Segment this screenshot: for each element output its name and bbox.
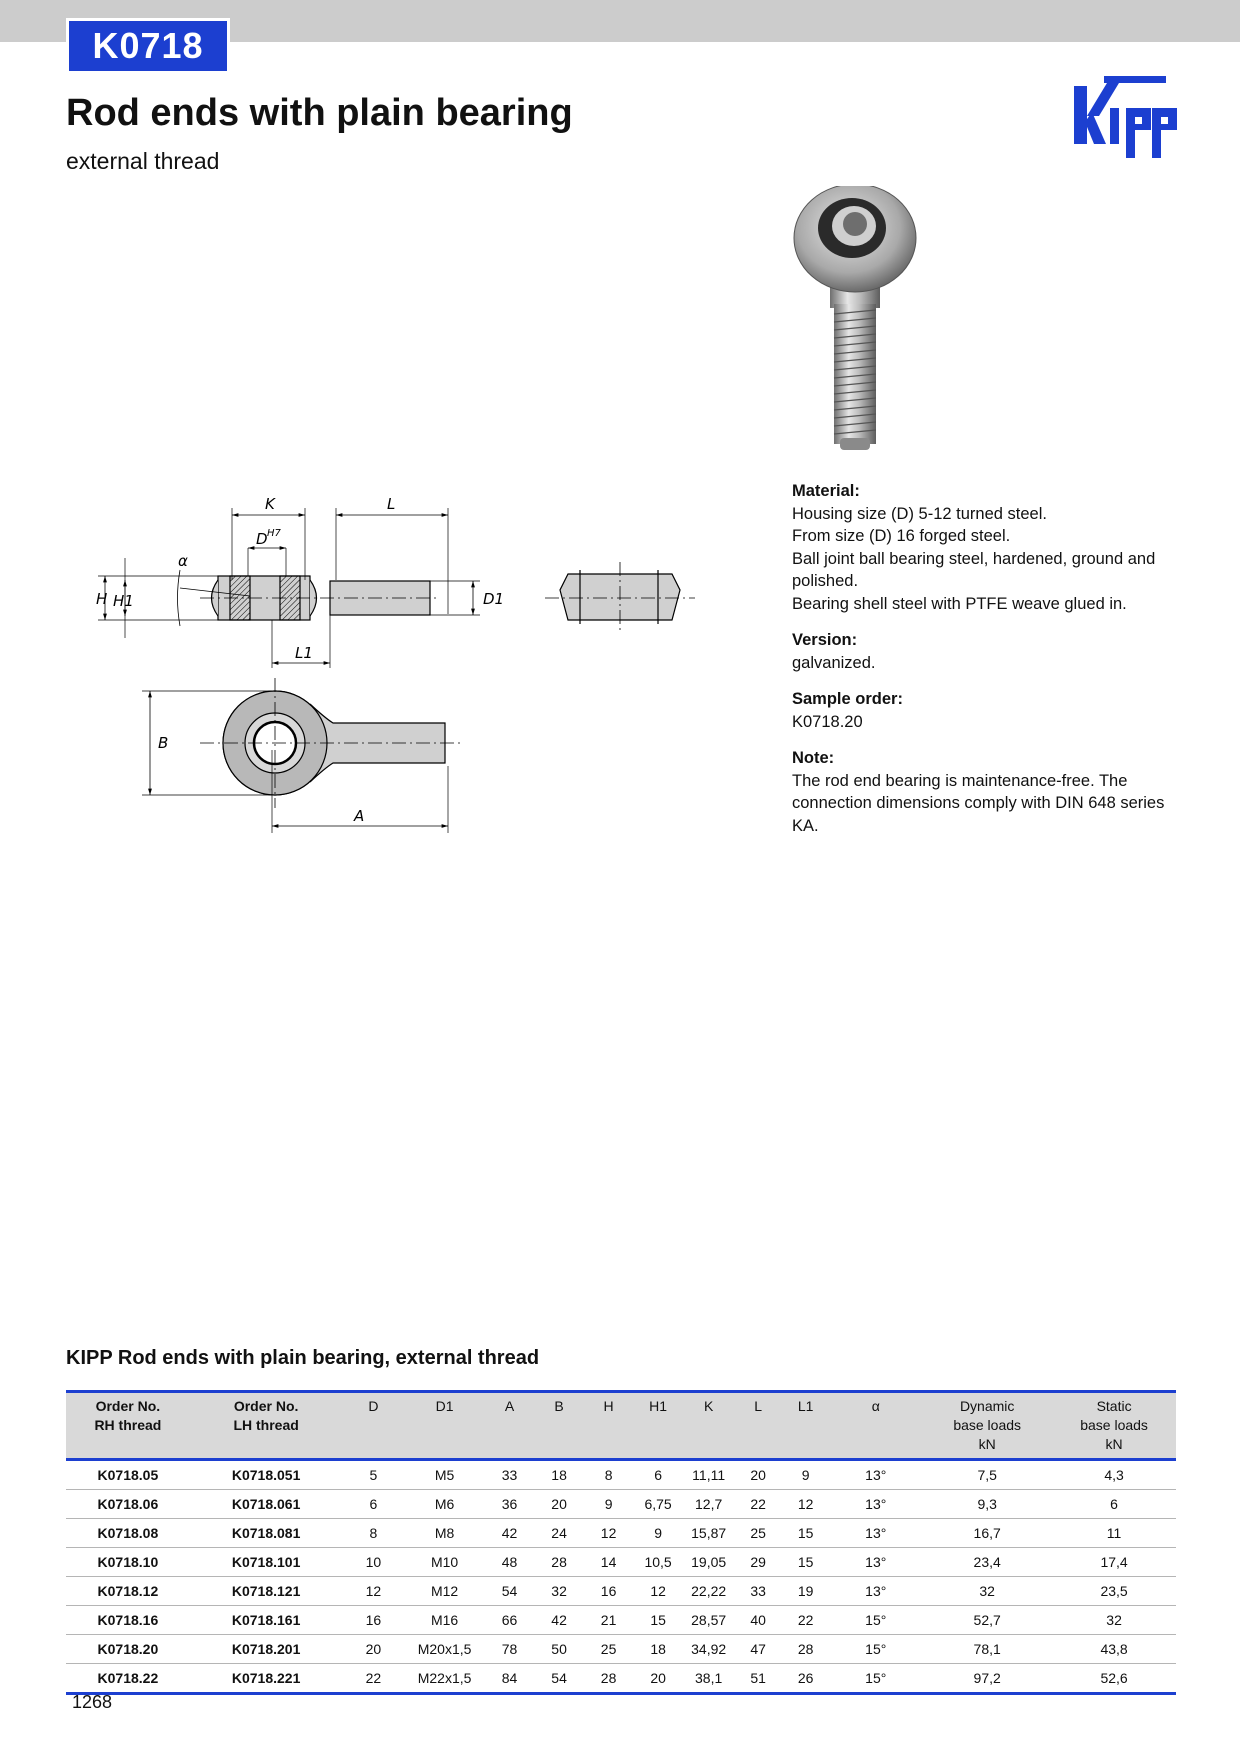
- table-cell: M16: [404, 1606, 484, 1635]
- table-cell: 6: [1052, 1490, 1176, 1519]
- note-line: connection dimensions comply with DIN 648 series KA.: [792, 794, 1165, 835]
- table-cell: 13°: [829, 1519, 922, 1548]
- table-cell: K0718.051: [190, 1460, 343, 1490]
- table-cell: 24: [534, 1519, 584, 1548]
- dim-label-H1: H1: [113, 592, 134, 610]
- version-text: galvanized.: [792, 653, 876, 672]
- table-cell: 54: [534, 1664, 584, 1694]
- table-cell: 14: [584, 1548, 634, 1577]
- table-cell: 12: [782, 1490, 829, 1519]
- table-cell: 43,8: [1052, 1635, 1176, 1664]
- table-cell: 21: [584, 1606, 634, 1635]
- table-cell: K0718.20: [66, 1635, 190, 1664]
- table-cell: 51: [734, 1664, 781, 1694]
- table-cell: 9: [584, 1490, 634, 1519]
- table-cell: 22: [734, 1490, 781, 1519]
- table-cell: 22: [342, 1664, 404, 1694]
- column-header-line: H1: [649, 1398, 668, 1414]
- table-cell: 15,87: [683, 1519, 735, 1548]
- table-cell: 19,05: [683, 1548, 735, 1577]
- table-cell: 78: [485, 1635, 535, 1664]
- table-cell: 48: [485, 1548, 535, 1577]
- table-cell: 6,75: [633, 1490, 683, 1519]
- table-row: [66, 1577, 1176, 1606]
- table-cell: 52,7: [922, 1606, 1052, 1635]
- column-header: [190, 1392, 343, 1460]
- column-header-line: B: [554, 1398, 564, 1414]
- table-cell: 13°: [829, 1460, 922, 1490]
- column-header: [584, 1392, 634, 1460]
- technical-drawing: [80, 488, 720, 848]
- column-header-line: K: [703, 1398, 714, 1414]
- table-cell: K0718.201: [190, 1635, 343, 1664]
- page-number: 1268: [72, 1692, 113, 1712]
- column-header-line: LH thread: [233, 1417, 299, 1433]
- table-cell: 23,4: [922, 1548, 1052, 1577]
- table-cell: 19: [782, 1577, 829, 1606]
- dim-label-K: K: [265, 495, 275, 513]
- column-header-line: H: [603, 1398, 614, 1414]
- table-cell: 32: [922, 1577, 1052, 1606]
- table-row: [66, 1460, 1176, 1490]
- table-cell: 7,5: [922, 1460, 1052, 1490]
- logo-text: Kipp: [1070, 72, 1073, 73]
- table-cell: K0718.10: [66, 1548, 190, 1577]
- table-cell: 84: [485, 1664, 535, 1694]
- rod-end-photo: [780, 186, 930, 456]
- table-cell: 38,1: [683, 1664, 735, 1694]
- column-header: [66, 1392, 190, 1460]
- table-cell: 22,22: [683, 1577, 735, 1606]
- column-header: [534, 1392, 584, 1460]
- table-cell: 15: [782, 1519, 829, 1548]
- table-row: [66, 1548, 1176, 1577]
- table-row: [66, 1606, 1176, 1635]
- table-cell: 32: [1052, 1606, 1176, 1635]
- dim-label-L1: L1: [295, 644, 313, 662]
- table-cell: 5: [342, 1460, 404, 1490]
- table-cell: 16,7: [922, 1519, 1052, 1548]
- table-cell: 9: [633, 1519, 683, 1548]
- column-header-line: Dynamic: [959, 1398, 1015, 1414]
- dim-label-H7: H7: [267, 528, 281, 539]
- column-header: [734, 1392, 781, 1460]
- table-cell: M22x1,5: [404, 1664, 484, 1694]
- material-line: Bearing shell steel with PTFE weave glued in.: [792, 594, 1127, 613]
- note-line: The rod end bearing is maintenance-free. The: [792, 771, 1128, 790]
- version-heading: Version:: [792, 631, 858, 649]
- table-cell: 17,4: [1052, 1548, 1176, 1577]
- column-header: [485, 1392, 535, 1460]
- table-cell: 25: [584, 1635, 634, 1664]
- table-cell: 42: [534, 1606, 584, 1635]
- table-cell: 50: [534, 1635, 584, 1664]
- table-cell: 66: [485, 1606, 535, 1635]
- table-cell: M6: [404, 1490, 484, 1519]
- dim-label-B: B: [158, 734, 169, 752]
- column-header-line: α: [871, 1398, 880, 1414]
- table-cell: 16: [584, 1577, 634, 1606]
- column-header: [633, 1392, 683, 1460]
- table-cell: 47: [734, 1635, 781, 1664]
- dim-label-H: H: [96, 590, 108, 608]
- table-cell: 11,11: [683, 1460, 735, 1490]
- table-cell: 15°: [829, 1664, 922, 1694]
- material-line: polished.: [792, 572, 859, 590]
- table-cell: 11: [1052, 1519, 1176, 1548]
- column-header-line: base loads: [1080, 1417, 1148, 1433]
- table-cell: 78,1: [922, 1635, 1052, 1664]
- table-cell: K0718.061: [190, 1490, 343, 1519]
- table-cell: 12: [633, 1577, 683, 1606]
- table-cell: 34,92: [683, 1635, 735, 1664]
- table-cell: 52,6: [1052, 1664, 1176, 1694]
- column-header-line: kN: [978, 1436, 996, 1452]
- table-cell: M8: [404, 1519, 484, 1548]
- column-header: [829, 1392, 922, 1460]
- table-cell: K0718.101: [190, 1548, 343, 1577]
- note-heading: Note:: [792, 749, 835, 767]
- page-subtitle: external thread: [66, 148, 220, 174]
- table-cell: 20: [534, 1490, 584, 1519]
- table-cell: 13°: [829, 1577, 922, 1606]
- table-cell: 40: [734, 1606, 781, 1635]
- table-cell: 33: [485, 1460, 535, 1490]
- column-header-line: Order No.: [95, 1398, 161, 1414]
- table-cell: 22: [782, 1606, 829, 1635]
- note-section: [792, 747, 1192, 837]
- table-cell: 28: [782, 1635, 829, 1664]
- table-cell: K0718.06: [66, 1490, 190, 1519]
- table-cell: M10: [404, 1548, 484, 1577]
- table-cell: 12,7: [683, 1490, 735, 1519]
- product-info: [792, 480, 1192, 851]
- table-cell: 18: [534, 1460, 584, 1490]
- sample-order-heading: Sample order:: [792, 690, 903, 708]
- table-cell: 8: [342, 1519, 404, 1548]
- table-cell: 12: [342, 1577, 404, 1606]
- table-cell: K0718.121: [190, 1577, 343, 1606]
- table-cell: K0718.081: [190, 1519, 343, 1548]
- table-cell: 8: [584, 1460, 634, 1490]
- table-cell: K0718.16: [66, 1606, 190, 1635]
- table-cell: 10,5: [633, 1548, 683, 1577]
- table-cell: 13°: [829, 1548, 922, 1577]
- table-cell: 25: [734, 1519, 781, 1548]
- table-cell: 28: [584, 1664, 634, 1694]
- table-cell: 9,3: [922, 1490, 1052, 1519]
- table-cell: M20x1,5: [404, 1635, 484, 1664]
- table-cell: K0718.08: [66, 1519, 190, 1548]
- column-header-line: base loads: [953, 1417, 1022, 1433]
- table-row: [66, 1664, 1176, 1694]
- table-cell: 36: [485, 1490, 535, 1519]
- sample-order-text: K0718.20: [792, 712, 863, 731]
- table-title: KIPP Rod ends with plain bearing, external thread: [66, 1347, 540, 1369]
- dim-label-D1: D1: [483, 590, 505, 608]
- table-cell: 15: [782, 1548, 829, 1577]
- table-cell: 97,2: [922, 1664, 1052, 1694]
- table-cell: 29: [734, 1548, 781, 1577]
- table-cell: 42: [485, 1519, 535, 1548]
- kipp-logo: [1070, 72, 1190, 162]
- table-cell: 28: [534, 1548, 584, 1577]
- material-line: Ball joint ball bearing steel, hardened, ground and: [792, 549, 1156, 568]
- column-header-line: kN: [1105, 1436, 1123, 1452]
- table-cell: 13°: [829, 1490, 922, 1519]
- product-code-badge: K0718: [66, 18, 230, 74]
- table-row: [66, 1519, 1176, 1548]
- table-cell: 26: [782, 1664, 829, 1694]
- table-cell: 10: [342, 1548, 404, 1577]
- column-header-line: A: [504, 1398, 515, 1414]
- table-cell: 28,57: [683, 1606, 735, 1635]
- column-header: [1052, 1392, 1176, 1460]
- sample-order-section: [792, 688, 1192, 733]
- column-header-line: D1: [435, 1398, 454, 1414]
- table-cell: 20: [633, 1664, 683, 1694]
- column-header-line: Order No.: [233, 1398, 299, 1414]
- column-header: [782, 1392, 829, 1460]
- page-title: Rod ends with plain bearing: [66, 92, 573, 134]
- table-cell: 12: [584, 1519, 634, 1548]
- dim-label-L: L: [387, 495, 396, 513]
- table-cell: K0718.05: [66, 1460, 190, 1490]
- table-cell: 4,3: [1052, 1460, 1176, 1490]
- table-cell: K0718.161: [190, 1606, 343, 1635]
- column-header-line: D: [368, 1398, 379, 1414]
- table-cell: 6: [342, 1490, 404, 1519]
- table-cell: 18: [633, 1635, 683, 1664]
- table-cell: 15°: [829, 1635, 922, 1664]
- table-header-row: [66, 1392, 1176, 1460]
- table-cell: 9: [782, 1460, 829, 1490]
- dim-label-A: A: [354, 807, 365, 825]
- table-cell: 20: [342, 1635, 404, 1664]
- material-section: [792, 480, 1192, 615]
- column-header: [404, 1392, 484, 1460]
- table-cell: 54: [485, 1577, 535, 1606]
- table-cell: M12: [404, 1577, 484, 1606]
- column-header: [922, 1392, 1052, 1460]
- dim-label-alpha: α: [178, 552, 188, 570]
- material-line: From size (D) 16 forged steel.: [792, 527, 1011, 545]
- version-section: [792, 629, 1192, 674]
- table-cell: 23,5: [1052, 1577, 1176, 1606]
- dim-label-D: D: [256, 530, 268, 548]
- table-cell: 6: [633, 1460, 683, 1490]
- table-row: [66, 1635, 1176, 1664]
- column-header: [683, 1392, 735, 1460]
- column-header: [342, 1392, 404, 1460]
- table-cell: 16: [342, 1606, 404, 1635]
- table-cell: K0718.12: [66, 1577, 190, 1606]
- column-header-line: RH thread: [94, 1417, 162, 1433]
- column-header-line: Static: [1096, 1398, 1132, 1414]
- table-row: [66, 1490, 1176, 1519]
- table-cell: 32: [534, 1577, 584, 1606]
- table-cell: K0718.22: [66, 1664, 190, 1694]
- table-cell: 20: [734, 1460, 781, 1490]
- table-cell: 33: [734, 1577, 781, 1606]
- spec-table: [66, 1390, 1176, 1695]
- table-cell: 15°: [829, 1606, 922, 1635]
- table-cell: 15: [633, 1606, 683, 1635]
- table-cell: M5: [404, 1460, 484, 1490]
- table-cell: K0718.221: [190, 1664, 343, 1694]
- column-header-line: L: [754, 1398, 763, 1414]
- material-line: Housing size (D) 5-12 turned steel.: [792, 504, 1047, 523]
- material-heading: Material:: [792, 482, 860, 500]
- column-header-line: L1: [797, 1398, 814, 1414]
